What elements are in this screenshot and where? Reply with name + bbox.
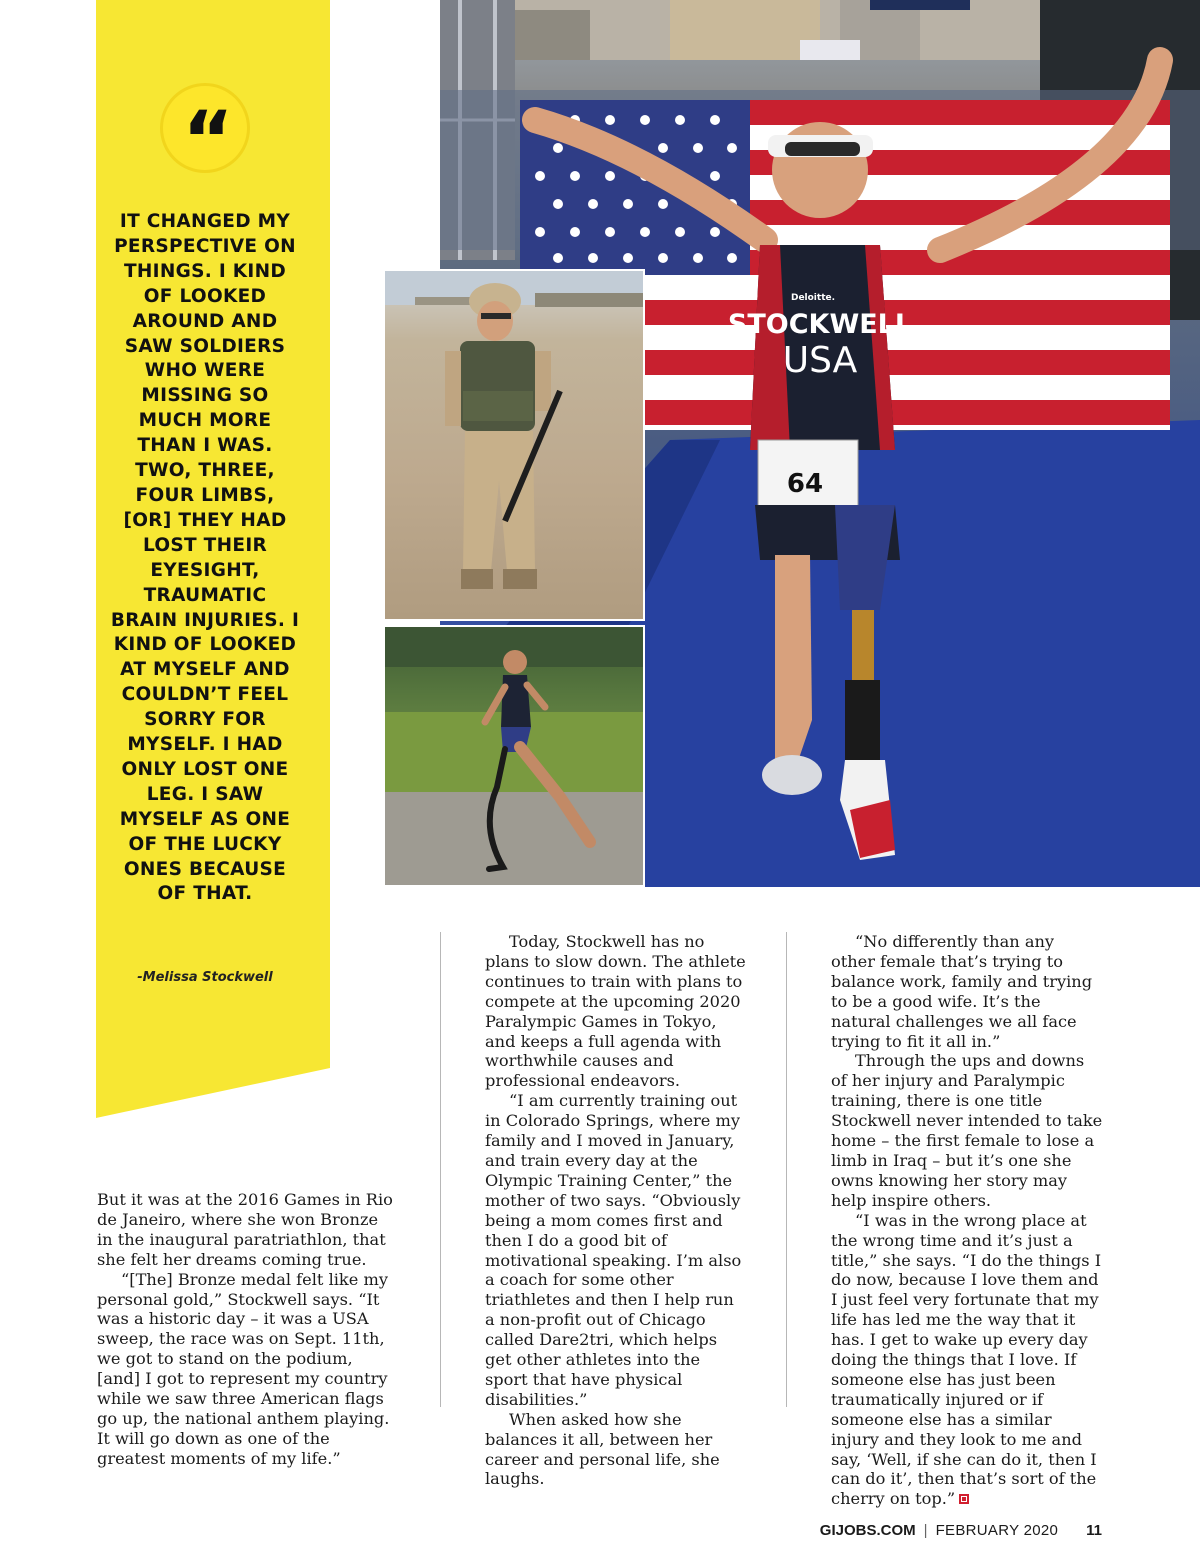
photo-soldier-in-desert bbox=[383, 269, 645, 621]
article-paragraph: “I was in the wrong place at the wrong time and it’s just a title,” she says. “I do the things I do now, because I love them and I just feel very fortunate that my life has led me the way that it has. I get to wake up every day doing the things that I love. If someone else has just been traumatically injured or if someone else has a similar injury and they look to me and say, ‘Well, if she can do it, then I can do it’, then that’s sort of the cherry on top.” bbox=[831, 1210, 1102, 1509]
article-column-3 bbox=[831, 932, 1103, 1509]
quote-mark-icon bbox=[160, 83, 250, 186]
article-paragraph: “I am currently training out in Colorado Springs, where my family and I moved in January, and train every day at the Olympic Training Center,” the mother of two says. “Obviously being a mom comes first and then I do a good bit of motivational speaking. I’m also a coach for some other triathletes and then I help run a non-profit out of Chicago called Dare2tri, which helps get other athletes into the sport that have physical disabilities.” bbox=[485, 1091, 742, 1409]
article-paragraph: But it was at the 2016 Games in Rio de Janeiro, where she won Bronze in the inaugural paratriathlon, that she felt her dreams coming true. bbox=[97, 1190, 393, 1269]
footer-issue-date: FEBRUARY 2020 bbox=[935, 1522, 1059, 1539]
article-paragraph: “[The] Bronze medal felt like my personal gold,” Stockwell says. “It was a historic day – it was a USA sweep, the race was on Sept. 11th, we got to stand on the podium, [and] I got to represent my country while we saw three American flags go up, the national anthem playing. It will go down as one of the greatest moments of my life.” bbox=[97, 1269, 390, 1468]
article-paragraph: Through the ups and downs of her injury and Paralympic training, there is one title Stockwell never intended to take home – the first female to lose a limb in Iraq – but it’s one she owns knowing her story may help inspire others. bbox=[831, 1051, 1103, 1210]
quote-mark: “ bbox=[182, 96, 228, 186]
article-paragraph: When asked how she balances it all, between her career and personal life, she laughs. bbox=[485, 1409, 720, 1489]
column-divider bbox=[440, 932, 441, 1407]
jersey-country-text: USA bbox=[782, 340, 858, 381]
jersey-sponsor-text: Deloitte. bbox=[790, 293, 836, 303]
column-divider bbox=[786, 932, 787, 1407]
article-paragraph: “No differently than any other female that’s trying to balance work, family and trying to be a good wife. It’s the natural challenges we all face trying to fit it all in.” bbox=[831, 932, 1093, 1051]
end-of-article-icon bbox=[959, 1494, 969, 1504]
race-bib-number: 64 bbox=[786, 469, 824, 499]
photo-athlete-running bbox=[383, 625, 645, 887]
footer-separator: | bbox=[923, 1522, 928, 1539]
article-column-1 bbox=[97, 1190, 397, 1469]
article-column-2 bbox=[485, 932, 747, 1489]
page-footer bbox=[820, 1522, 1102, 1539]
article-paragraph: Today, Stockwell has no plans to slow down. The athlete continues to train with plans to compete at the upcoming 2020 Paralympic Games in Tokyo, and keeps a full agenda with worthwhile causes and professional endeavors. bbox=[485, 932, 746, 1091]
pull-quote-text: IT CHANGED MY PERSPECTIVE ON THINGS. I KIND OF LOOKED AROUND AND SAW SOLDIERS WHO WERE MISSING SO MUCH MORE THAN I WAS. TWO, THREE, FOUR LIMBS, [OR] THEY HAD LOST THEIR EYESIGHT, TRAUMATIC BRAIN INJURIES. I KIND OF LOOKED AT MYSELF AND COULDN’T FEEL SORRY FOR MYSELF. I HAD ONLY LOST ONE LEG. I SAW MYSELF AS ONE OF THE LUCKY ONES BECAUSE OF THAT. bbox=[110, 211, 300, 905]
page-number: 11 bbox=[1086, 1522, 1102, 1539]
jersey-name-text: STOCKWELL bbox=[727, 309, 913, 340]
pull-quote-attribution: -Melissa Stockwell bbox=[137, 970, 273, 985]
footer-site-link[interactable]: GIJOBS.COM bbox=[819, 1522, 916, 1539]
